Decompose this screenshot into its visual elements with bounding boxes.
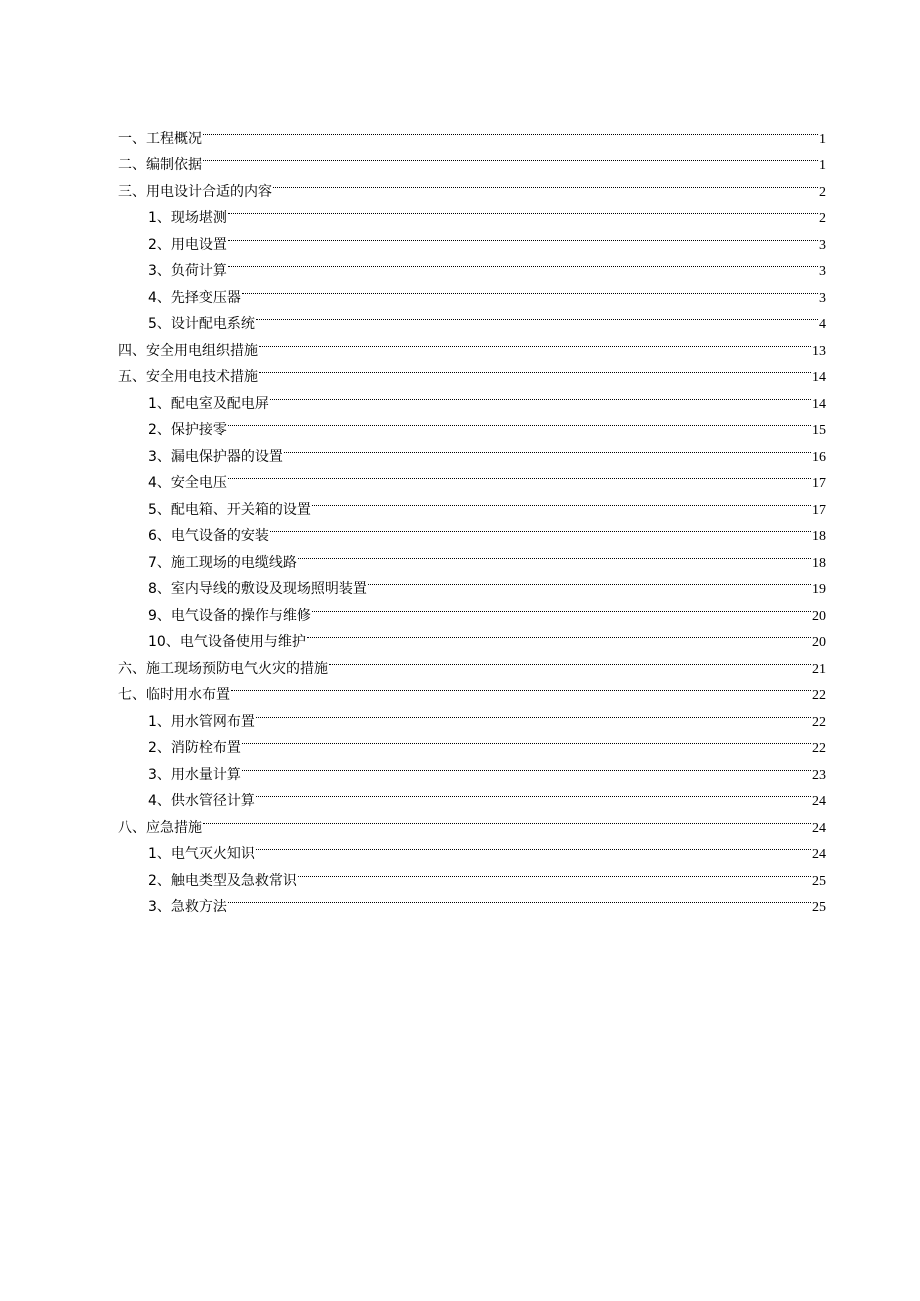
toc-entry-page-number: 22 xyxy=(812,741,826,756)
toc-entry[interactable] xyxy=(118,143,826,173)
toc-dot-leader xyxy=(203,143,818,170)
toc-dot-leader xyxy=(259,328,811,355)
toc-entry-page-number: 3 xyxy=(819,290,826,306)
toc-entry-title: 五、安全用电技术措施 xyxy=(118,369,258,385)
toc-dot-leader xyxy=(231,673,811,700)
toc-entry-page-number: 13 xyxy=(812,343,826,359)
toc-dot-leader xyxy=(270,381,811,408)
toc-entry-title: 三、用电设计合适的内容 xyxy=(118,183,272,200)
toc-dot-leader xyxy=(228,249,818,276)
toc-entry-title: 2、触电类型及急救常识 xyxy=(148,872,297,889)
toc-entry-page-number: 22 xyxy=(812,688,826,703)
toc-dot-leader xyxy=(298,540,811,567)
toc-entry-title: 1、配电室及配电屏 xyxy=(148,395,269,412)
toc-entry-title: 2、保护接零 xyxy=(148,422,227,438)
toc-dot-leader xyxy=(228,408,811,435)
toc-entry-title: 八、应急措施 xyxy=(118,819,202,836)
toc-entry-page-number: 3 xyxy=(819,237,826,253)
toc-entry-title: 二、编制依据 xyxy=(118,157,202,173)
toc-entry-page-number: 20 xyxy=(812,608,826,624)
toc-dot-leader xyxy=(312,487,811,514)
toc-dot-leader xyxy=(259,355,811,382)
toc-entry-page-number: 25 xyxy=(812,900,826,915)
toc-entry-page-number: 18 xyxy=(812,529,826,544)
toc-entry-title: 七、临时用水布置 xyxy=(118,687,230,703)
toc-entry-page-number: 17 xyxy=(812,502,826,518)
toc-dot-leader xyxy=(329,646,811,673)
toc-dot-leader xyxy=(312,593,811,620)
toc-entry-page-number: 23 xyxy=(812,767,826,783)
toc-entry-page-number: 3 xyxy=(819,264,826,279)
toc-dot-leader xyxy=(284,434,811,461)
toc-entry-page-number: 15 xyxy=(812,423,826,438)
toc-entry-page-number: 4 xyxy=(819,317,826,332)
toc-entry-title: 5、配电箱、开关箱的设置 xyxy=(148,501,311,518)
toc-entry-title: 3、用水量计算 xyxy=(148,766,241,783)
toc-entry-page-number: 19 xyxy=(812,582,826,597)
toc-dot-leader xyxy=(270,514,811,541)
toc-entry-page-number: 18 xyxy=(812,555,826,571)
toc-dot-leader xyxy=(228,222,818,249)
toc-entry-title: 7、施工现场的电缆线路 xyxy=(148,554,297,571)
toc-entry-page-number: 25 xyxy=(812,873,826,889)
toc-dot-leader xyxy=(256,699,811,726)
toc-entry-title: 1、用水管网布置 xyxy=(148,713,255,730)
toc-entry-title: 6、电气设备的安装 xyxy=(148,528,269,544)
toc-entry-page-number: 20 xyxy=(812,635,826,650)
toc-dot-leader xyxy=(203,116,818,143)
toc-entry-title: 3、负荷计算 xyxy=(148,263,227,279)
toc-entry[interactable] xyxy=(118,805,826,836)
toc-entry-page-number: 22 xyxy=(812,714,826,730)
table-of-contents xyxy=(118,116,826,915)
toc-entry-title: 3、漏电保护器的设置 xyxy=(148,448,283,465)
toc-entry-title: 一、工程概况 xyxy=(118,130,202,147)
toc-entry-page-number: 14 xyxy=(812,370,826,385)
toc-dot-leader xyxy=(228,196,818,223)
toc-dot-leader xyxy=(273,169,818,196)
toc-entry-page-number: 1 xyxy=(819,131,826,147)
toc-dot-leader xyxy=(256,779,811,806)
toc-entry[interactable] xyxy=(118,832,826,862)
toc-entry-page-number: 14 xyxy=(812,396,826,412)
toc-dot-leader xyxy=(242,275,818,302)
toc-dot-leader xyxy=(298,858,811,885)
toc-dot-leader xyxy=(203,805,811,832)
toc-entry-title: 4、供水管径计算 xyxy=(148,793,255,809)
toc-entry-title: 1、电气灭火知识 xyxy=(148,846,255,862)
toc-dot-leader xyxy=(256,832,811,859)
toc-dot-leader xyxy=(242,752,811,779)
toc-dot-leader xyxy=(242,726,811,753)
toc-entry-title: 四、安全用电组织措施 xyxy=(118,342,258,359)
toc-dot-leader xyxy=(307,620,811,647)
toc-entry-page-number: 24 xyxy=(812,794,826,809)
toc-entry[interactable] xyxy=(118,169,826,200)
toc-entry-title: 3、急救方法 xyxy=(148,899,227,915)
toc-dot-leader xyxy=(256,302,818,329)
toc-entry-page-number: 24 xyxy=(812,847,826,862)
toc-entry-title: 4、安全电压 xyxy=(148,475,227,491)
toc-dot-leader xyxy=(368,567,811,594)
toc-entry-page-number: 17 xyxy=(812,476,826,491)
toc-entry-title: 2、消防栓布置 xyxy=(148,740,241,756)
toc-entry-title: 2、用电设置 xyxy=(148,236,227,253)
toc-entry[interactable] xyxy=(118,116,826,147)
toc-entry-title: 8、室内导线的敷设及现场照明装置 xyxy=(148,581,367,597)
toc-entry-title: 10、电气设备使用与维护 xyxy=(148,634,306,650)
toc-entry-title: 4、先择变压器 xyxy=(148,289,241,306)
toc-dot-leader xyxy=(228,461,811,488)
toc-entry-page-number: 24 xyxy=(812,820,826,836)
toc-entry-page-number: 21 xyxy=(812,661,826,677)
toc-entry-page-number: 1 xyxy=(819,158,826,173)
toc-entry-title: 5、设计配电系统 xyxy=(148,316,255,332)
toc-entry-title: 9、电气设备的操作与维修 xyxy=(148,607,311,624)
toc-entry-page-number: 16 xyxy=(812,449,826,465)
toc-entry-title: 1、现场堪测 xyxy=(148,210,227,226)
toc-dot-leader xyxy=(228,885,811,912)
toc-entry-page-number: 2 xyxy=(819,184,826,200)
toc-entry-page-number: 2 xyxy=(819,211,826,226)
toc-entry-title: 六、施工现场预防电气火灾的措施 xyxy=(118,660,328,677)
